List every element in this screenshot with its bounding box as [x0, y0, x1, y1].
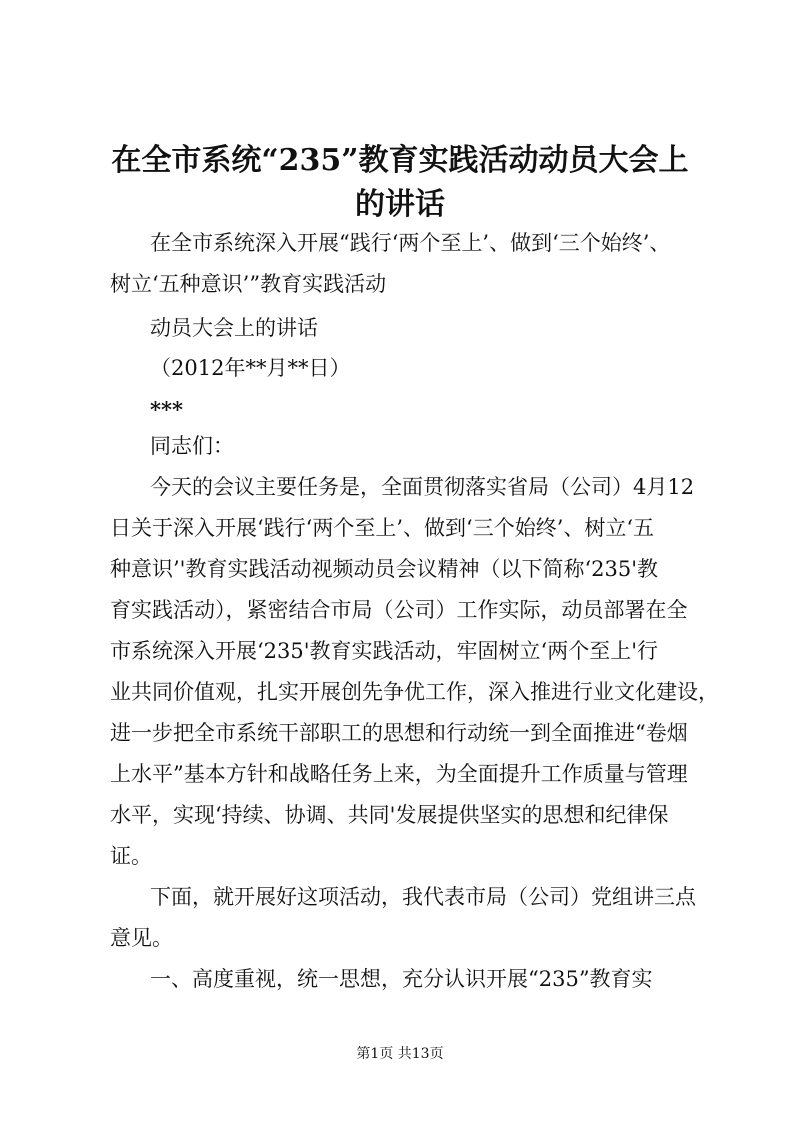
body-line: 证。 [110, 844, 152, 868]
body-line: 业共同价值观，扎实开展创先争优工作，深入推进行业文化建设， [110, 680, 719, 704]
body-line: 在全市系统深入开展“践行‘两个至上’、做到‘三个始终’、 [150, 231, 671, 255]
page-number: 第1页 共13页 [356, 1046, 444, 1062]
body-line: 育实践活动），紧密结合市局（公司）工作实际，动员部署在全 [110, 598, 688, 622]
body-line: 树立‘五种意识’”教育实践活动 [110, 272, 387, 296]
body-line: 意见。 [110, 926, 173, 950]
body-line: 市系统深入开展‘235'教育实践活动，牢固树立‘两个至上'行 [110, 639, 658, 663]
document-title-line-2: 的讲话 [355, 187, 445, 222]
date-line: （2012年**月**日） [150, 356, 351, 380]
body-line: 今天的会议主要任务是，全面贯彻落实省局（公司）4月12 [150, 475, 695, 499]
body-line: 下面，就开展好这项活动，我代表市局（公司）党组讲三点 [150, 885, 696, 909]
body-line: 动员大会上的讲话 [150, 316, 318, 340]
salutation: 同志们： [150, 434, 234, 458]
body-line: 水平，实现‘持续、协调、共同'发展提供坚实的思想和纪律保 [110, 803, 669, 827]
body-line: 上水平”基本方针和战略任务上来，为全面提升工作质量与管理 [110, 762, 688, 786]
body-line: 种意识’'教育实践活动视频动员会议精神（以下简称‘235'教 [110, 557, 658, 581]
body-line: 进一步把全市系统干部职工的思想和行动统一到全面推进“卷烟 [110, 721, 688, 745]
section-heading: 一、高度重视，统一思想，充分认识开展“235”教育实 [150, 967, 653, 991]
document-title-line-1: 在全市系统“235”教育实践活动动员大会上 [111, 143, 689, 178]
speaker-line: *** [150, 397, 183, 422]
body-line: 日关于深入开展‘践行‘两个至上’、做到‘三个始终’、树立‘五 [110, 516, 655, 540]
